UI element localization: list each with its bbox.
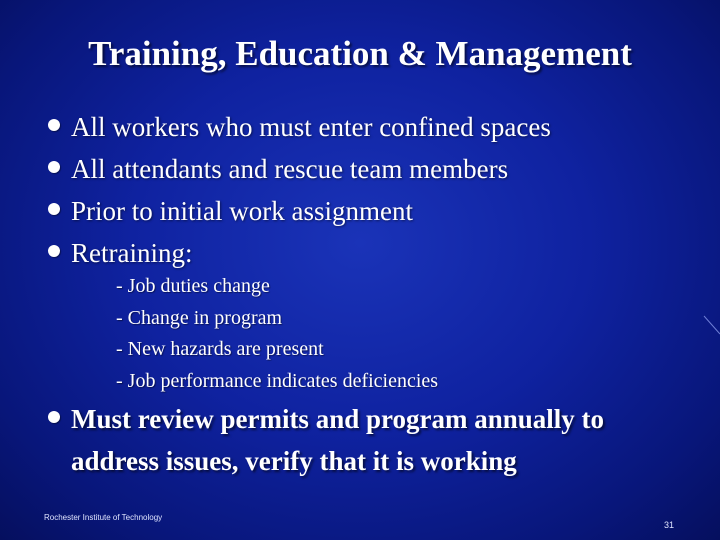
slide-title: Training, Education & Management bbox=[88, 34, 632, 73]
bullet-dot-icon bbox=[48, 245, 60, 257]
bold-bullet-item bbox=[48, 398, 681, 482]
bullet-dot-icon bbox=[48, 119, 60, 131]
bullet-list bbox=[48, 106, 551, 274]
retraining-item: - Job performance indicates deficiencies bbox=[116, 369, 439, 392]
page-number: 31 bbox=[664, 520, 675, 530]
bullet-dot-icon bbox=[48, 203, 60, 215]
bullet-item bbox=[48, 232, 551, 274]
bullet-text: Prior to initial work assignment bbox=[71, 196, 413, 226]
bullet-text: Retraining: bbox=[71, 238, 193, 268]
retraining-item: - Change in program bbox=[116, 306, 283, 329]
bullet-text: All attendants and rescue team members bbox=[71, 154, 509, 184]
bullet-dot-icon bbox=[48, 411, 60, 423]
bullet-item bbox=[48, 148, 551, 190]
bullet-text: All workers who must enter confined spaces bbox=[71, 112, 551, 142]
bullet-item bbox=[48, 190, 551, 232]
bullet-item bbox=[48, 106, 551, 148]
retraining-item: - New hazards are present bbox=[116, 338, 324, 360]
retraining-item: - Job duties change bbox=[116, 275, 270, 297]
retraining-sublist bbox=[116, 271, 438, 397]
footer-text: Rochester Institute of Technology bbox=[44, 513, 163, 522]
bold-bullet-text: Must review permits and program annually to address issues, verify that it is working bbox=[71, 404, 604, 476]
decorative-line-icon bbox=[700, 300, 720, 360]
bullet-dot-icon bbox=[48, 161, 60, 173]
